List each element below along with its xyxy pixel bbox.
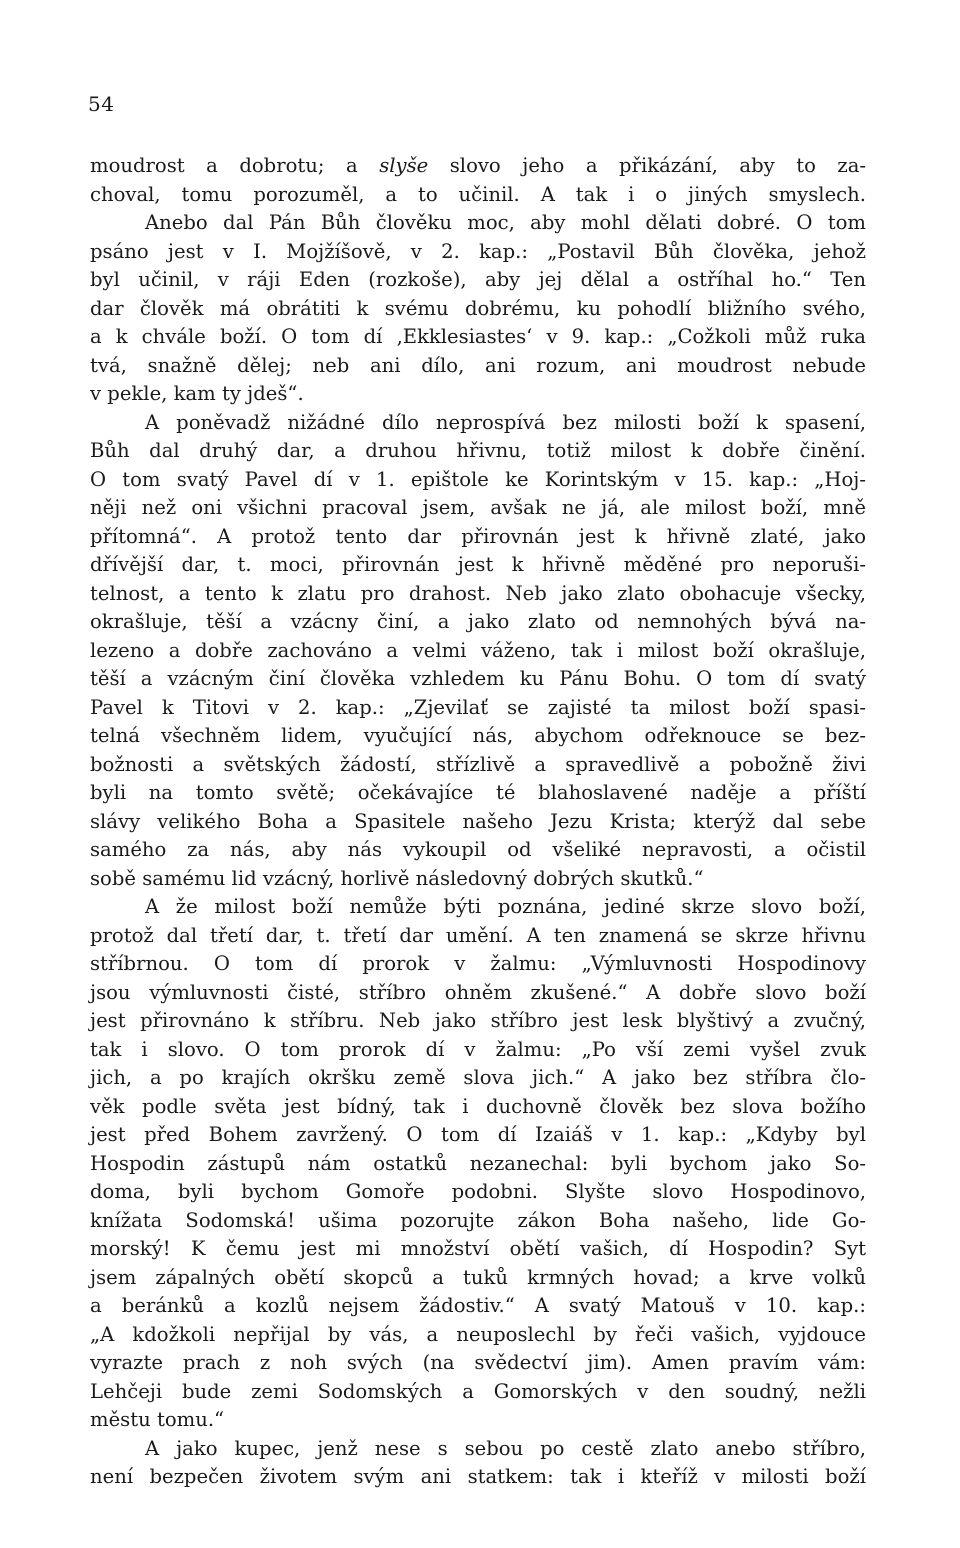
text-line: byl učinil, v ráji Eden (rozkoše), aby jej dělal a ostříhal ho.“ Ten bbox=[90, 268, 866, 291]
text-line: jich, a po krajích okršku země slova jich.“ A jako bez stříbra člo- bbox=[90, 1066, 866, 1089]
text-line: vyrazte prach z noh svých (na svědectví jim). Amen pravím vám: bbox=[90, 1351, 866, 1374]
text-line: něji než oni všichni pracoval jsem, avšak ne já, ale milost boží, mně bbox=[90, 496, 866, 519]
text-line: těší a vzácným činí člověka vzhledem ku Pánu Bohu. O tom dí svatý bbox=[90, 667, 866, 690]
text-line: a k chvále boží. O tom dí ‚Ekklesiastes‘ v 9. kap.: „Cožkoli můž ruka bbox=[90, 325, 866, 348]
text-line: Bůh dal druhý dar, a druhou hřivnu, totiž milost k dobře činění. bbox=[90, 439, 866, 462]
text-line: sobě samému lid vzácný, horlivě následovný dobrých skutků.“ bbox=[90, 866, 704, 890]
text-line: telná všechněm lidem, vyučující nás, abychom odřeknouce se bez- bbox=[90, 724, 866, 747]
text-line: knížata Sodomská! ušima pozorujte zákon Boha našeho, lide Go- bbox=[90, 1208, 866, 1232]
text-line: jest přirovnáno k stříbru. Neb jako stříbro jest lesk blyštivý a zvučný, bbox=[90, 1009, 866, 1032]
text-line: samého za nás, aby nás vykoupil od všeliké nepravosti, a očistil bbox=[90, 838, 866, 861]
text-line: jest před Bohem zavržený. O tom dí Izaiáš v 1. kap.: „Kdyby byl bbox=[90, 1123, 866, 1146]
text-line: věk podle světa jest bídný, tak i duchovně člověk bez slova božího bbox=[90, 1094, 866, 1118]
text-line: protož dal třetí dar, t. třetí dar umění. A ten znamená se skrze hřivnu bbox=[90, 923, 866, 947]
text-line: jsou výmluvnosti čisté, stříbro ohněm zkušené.“ A dobře slovo boží bbox=[90, 980, 866, 1004]
text-line: byli na tomto světě; očekávajíce té blahoslavené naděje a příští bbox=[90, 781, 866, 804]
text-line: moudrost a dobrotu; a slyše slovo jeho a přikázání, aby to za- bbox=[90, 154, 867, 177]
text-line: morský! K čemu jest mi množství obětí vašich, dí Hospodin? Syt bbox=[90, 1237, 866, 1260]
text-line: „A kdožkoli nepřijal by vás, a neuposlechl by řeči vašich, vyjdouce bbox=[90, 1322, 866, 1346]
page-number: 54 bbox=[88, 92, 115, 116]
text-line: tak i slovo. O tom prorok dí v žalmu: „Po vší zemi vyšel zvuk bbox=[90, 1037, 866, 1061]
text-line: slávy velikého Boha a Spasitele našeho Jezu Krista; kterýž dal sebe bbox=[90, 809, 866, 833]
text-line: Hospodin zástupů nám ostatků nezanechal: byli bychom jako So- bbox=[90, 1151, 866, 1175]
text-line: božnosti a světských žádostí, střízlivě a spravedlivě a pobožně živi bbox=[90, 752, 866, 776]
text-line: dřívější dar, t. moci, přirovnán jest k hřivně měděné pro neporuši- bbox=[90, 553, 866, 576]
text-line: tvá, snažně dělej; neb ani dílo, ani rozum, ani moudrost nebude bbox=[90, 353, 866, 377]
text-line: Lehčeji bude zemi Sodomských a Gomorských v den soudný, nežli bbox=[90, 1379, 866, 1403]
text-line: v pekle, kam ty jdeš“. bbox=[90, 382, 304, 405]
text-line: A jako kupec, jenž nese s sebou po cestě zlato anebo stříbro, bbox=[145, 1436, 866, 1460]
text-line: choval, tomu porozuměl, a to učinil. A tak i o jiných smyslech. bbox=[90, 182, 866, 206]
text-line: okrašluje, těší a vzácny činí, a jako zlato od nemnohých bývá na- bbox=[90, 610, 866, 633]
text-line: A poněvadž nižádné dílo neprospívá bez milosti boží k spasení, bbox=[145, 410, 866, 434]
text-line: přítomná“. A protož tento dar přirovnán jest k hřivně zlaté, jako bbox=[90, 524, 866, 548]
text-line: O tom svatý Pavel dí v 1. epištole ke Korintským v 15. kap.: „Hoj- bbox=[90, 467, 866, 491]
text-line: doma, byli bychom Gomoře podobni. Slyšte slovo Hospodinovo, bbox=[90, 1180, 866, 1203]
text-line: a beránků a kozlů nejsem žádostiv.“ A svatý Matouš v 10. kap.: bbox=[90, 1294, 866, 1317]
text-line: dar člověk má obrátiti k svému dobrému, ku pohodlí bližního svého, bbox=[90, 296, 866, 320]
body-text bbox=[90, 152, 866, 1492]
emphasis-word: slyše bbox=[379, 154, 429, 177]
text-line: A že milost boží nemůže býti poznána, jediné skrze slovo boží, bbox=[145, 895, 866, 918]
text-line: stříbrnou. O tom dí prorok v žalmu: „Výmluvnosti Hospodinovy bbox=[90, 952, 866, 975]
text-line: Pavel k Titovi v 2. kap.: „Zjevilať se zajisté ta milost boží spasi- bbox=[90, 695, 866, 719]
text-line: jsem zápalných obětí skopců a tuků krmných hovad; a krve volků bbox=[90, 1265, 866, 1289]
text-line: telnost, a tento k zlatu pro drahost. Neb jako zlato obohacuje všecky, bbox=[90, 581, 866, 605]
text-line: městu tomu.“ bbox=[90, 1408, 225, 1431]
text-line: lezeno a dobře zachováno a velmi váženo, tak i milost boží okrašluje, bbox=[90, 638, 866, 662]
text-line: není bezpečen životem svým ani statkem: tak i kteříž v milosti boží bbox=[90, 1465, 866, 1488]
text-line: Anebo dal Pán Bůh člověku moc, aby mohl dělati dobré. O tom bbox=[145, 211, 866, 234]
text-line: psáno jest v I. Mojžíšově, v 2. kap.: „Postavil Bůh člověka, jehož bbox=[90, 239, 866, 263]
